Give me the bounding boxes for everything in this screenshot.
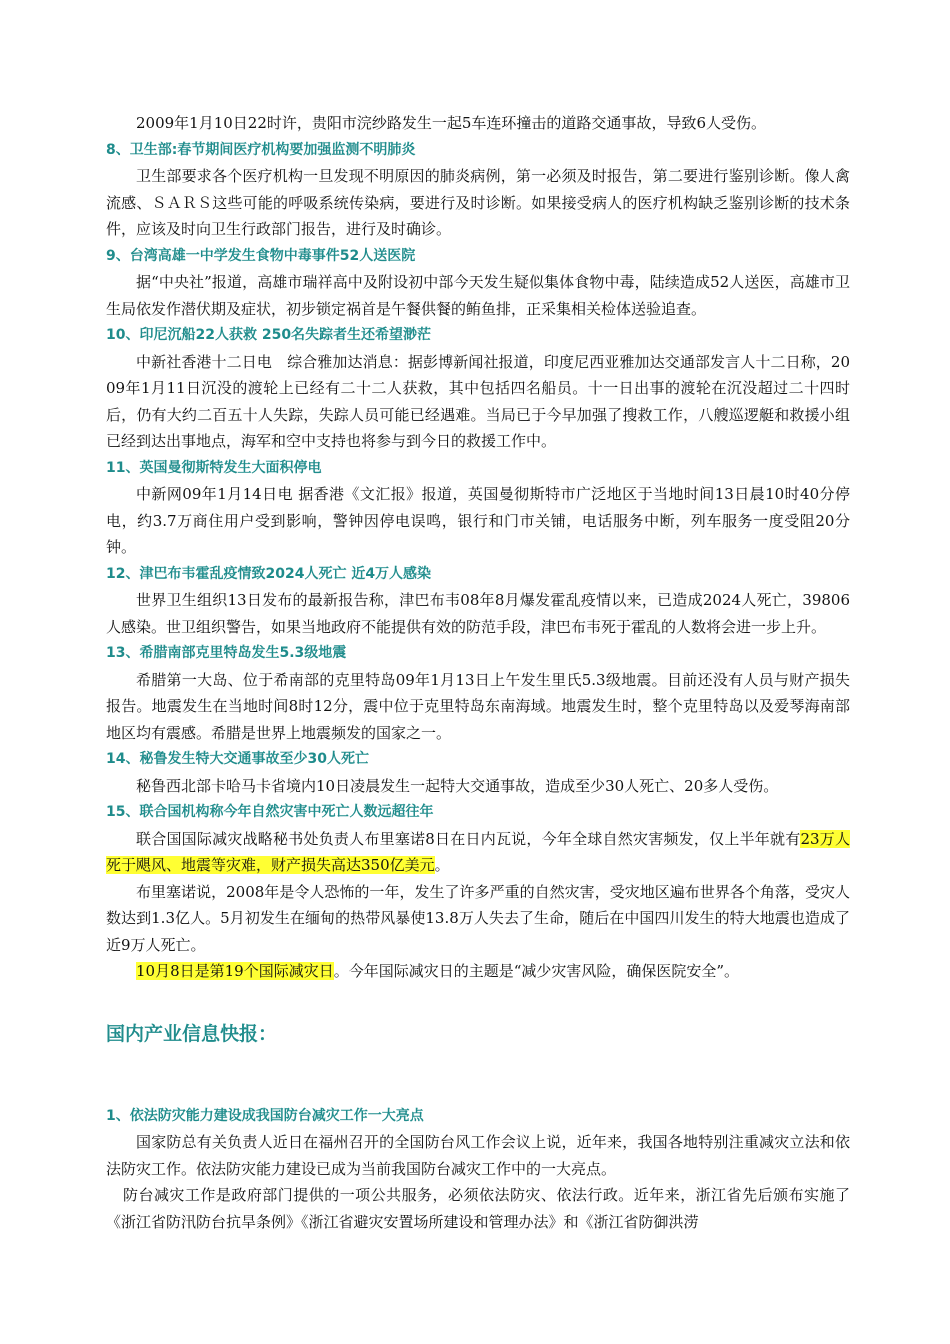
- text-run: 世界卫生组织13日发布的最新报告称，津巴布韦08年8月爆发霍乱疫情以来，已造成2024人死亡，39806人感染。世卫组织警告，如果当地政府不能提供有效的防范手段，津巴布韦死于霍乱的人数将会进一步上升。: [106, 591, 850, 636]
- section-spacer: [106, 1049, 850, 1103]
- body-paragraph: [106, 879, 850, 959]
- text-run: 15、联合国机构称今年自然灾害中死亡人数远超往年: [106, 804, 434, 820]
- text-run: 联合国国际减灾战略秘书处负责人布里塞诺8日在日内瓦说，今年全球自然灾害频发，仅上半年就有: [136, 829, 801, 848]
- text-run: 布里塞诺说，2008年是令人恐怖的一年，发生了许多严重的自然灾害，受灾地区遍布世界各个角落，受灾人数达到1.3亿人。5月初发生在缅甸的热带风暴使13.8万人失去了生命，随后在中国四川发生的特大地震也造成了近9万人死亡。: [106, 882, 850, 954]
- text-run: 国家防总有关负责人近日在福州召开的全国防台风工作会议上说，近年来，我国各地特别注重减灾立法和依法防灾工作。依法防灾能力建设已成为当前我国防台减灾工作中的一大亮点。: [106, 1133, 850, 1178]
- text-run: 1、依法防灾能力建设成我国防台减灾工作一大亮点: [106, 1107, 424, 1124]
- text-run: 9、台湾高雄一中学发生食物中毒事件52人送医院: [106, 247, 416, 264]
- text-run: 10、印尼沉船22人获救 250名失踪者生还希望渺茫: [106, 327, 432, 343]
- body-paragraph: [106, 110, 850, 137]
- body-paragraph: [106, 1129, 850, 1182]
- highlighted-text: 10月8日是第19个国际减灾日: [136, 962, 334, 980]
- text-run: 国内产业信息快报：: [106, 1022, 278, 1045]
- text-run: 卫生部要求各个医疗机构一旦发现不明原因的肺炎病例，第一必须及时报告，第二要进行鉴别诊断。像人禽流感、ＳＡＲＳ这些可能的呼吸系统传染病，要进行及时诊断。如果接受病人的医疗机构缺乏鉴别诊断的技术条件，应该及时向卫生行政部门报告，进行及时确诊。: [106, 167, 850, 238]
- news-item-heading: [106, 799, 850, 826]
- news-item-heading: [106, 137, 850, 164]
- text-run: 。今年国际减灾日的主题是“减少灾害风险，确保医院安全”。: [333, 962, 740, 980]
- news-item-heading: [106, 1103, 850, 1130]
- body-paragraph: [106, 349, 850, 455]
- highlighted-text: 23万人死于飓风、地震等灾难，财产损失高达350亿美元: [106, 829, 850, 874]
- body-paragraph: [106, 163, 850, 243]
- text-run: 。: [434, 856, 450, 874]
- text-run: 2009年1月10日22时许，贵阳市浣纱路发生一起5车连环撞击的道路交通事故，导致6人受伤。: [136, 114, 766, 132]
- body-paragraph: [106, 826, 850, 879]
- news-item-heading: [106, 243, 850, 270]
- body-paragraph: [106, 587, 850, 640]
- news-item-heading: [106, 322, 850, 349]
- body-paragraph: [106, 958, 850, 985]
- text-run: 中新网09年1月14日电 据香港《文汇报》报道，英国曼彻斯特市广泛地区于当地时间13日晨10时40分停电，约3.7万商住用户受到影响，警钟因停电误鸣，银行和门市关铺，电话服务中断，列车服务一度受阻20分钟。: [106, 485, 850, 556]
- text-run: 12、津巴布韦霍乱疫情致2024人死亡 近4万人感染: [106, 565, 432, 582]
- body-paragraph: [106, 269, 850, 322]
- body-paragraph: [106, 667, 850, 747]
- body-paragraph: [106, 773, 850, 800]
- text-run: 防台减灾工作是政府部门提供的一项公共服务，必须依法防灾、依法行政。近年来，浙江省先后颁布实施了《浙江省防汛防台抗旱条例》《浙江省避灾安置场所建设和管理办法》和《浙江省防御洪涝: [106, 1186, 850, 1231]
- text-run: 秘鲁西北部卡哈马卡省境内10日凌晨发生一起特大交通事故，造成至少30人死亡、20多人受伤。: [136, 776, 779, 795]
- text-run: 13、希腊南部克里特岛发生5.3级地震: [106, 645, 347, 661]
- section-title: [106, 1019, 850, 1049]
- document-body: [106, 110, 850, 1235]
- text-run: 希腊第一大岛、位于希南部的克里特岛09年1月13日上午发生里氏5.3级地震。目前还没有人员与财产损失报告。地震发生在当地时间8时12分，震中位于克里特岛东南海域。地震发生时，整个克里特岛以及爱琴海南部地区均有震感。希腊是世界上地震频发的国家之一。: [106, 670, 850, 742]
- news-item-heading: [106, 455, 850, 482]
- news-item-heading: [106, 561, 850, 588]
- body-paragraph: [106, 481, 850, 561]
- text-run: 14、秘鲁发生特大交通事故至少30人死亡: [106, 751, 369, 767]
- news-item-heading: [106, 746, 850, 773]
- body-paragraph: [106, 1182, 850, 1235]
- news-item-heading: [106, 640, 850, 667]
- text-run: 中新社香港十二日电 综合雅加达消息：据彭博新闻社报道，印度尼西亚雅加达交通部发言人十二日称，2009年1月11日沉没的渡轮上已经有二十二人获救，其中包括四名船员。十一日出事的渡轮在沉没超过二十四时后，仍有大约二百五十人失踪，失踪人员可能已经遇难。当局已于今早加强了搜救工作，八艘巡逻艇和救援小组已经到达出事地点，海军和空中支持也将参与到今日的救援工作中。: [106, 352, 850, 450]
- text-run: 8、卫生部:春节期间医疗机构要加强监测不明肺炎: [106, 141, 416, 158]
- text-run: 11、英国曼彻斯特发生大面积停电: [106, 459, 322, 476]
- text-run: 据“中央社”报道，高雄市瑞祥高中及附设初中部今天发生疑似集体食物中毒，陆续造成52人送医，高雄市卫生局依发作潜伏期及症状，初步锁定祸首是午餐供餐的鲔鱼排，正采集相关检体送验追查。: [106, 273, 850, 318]
